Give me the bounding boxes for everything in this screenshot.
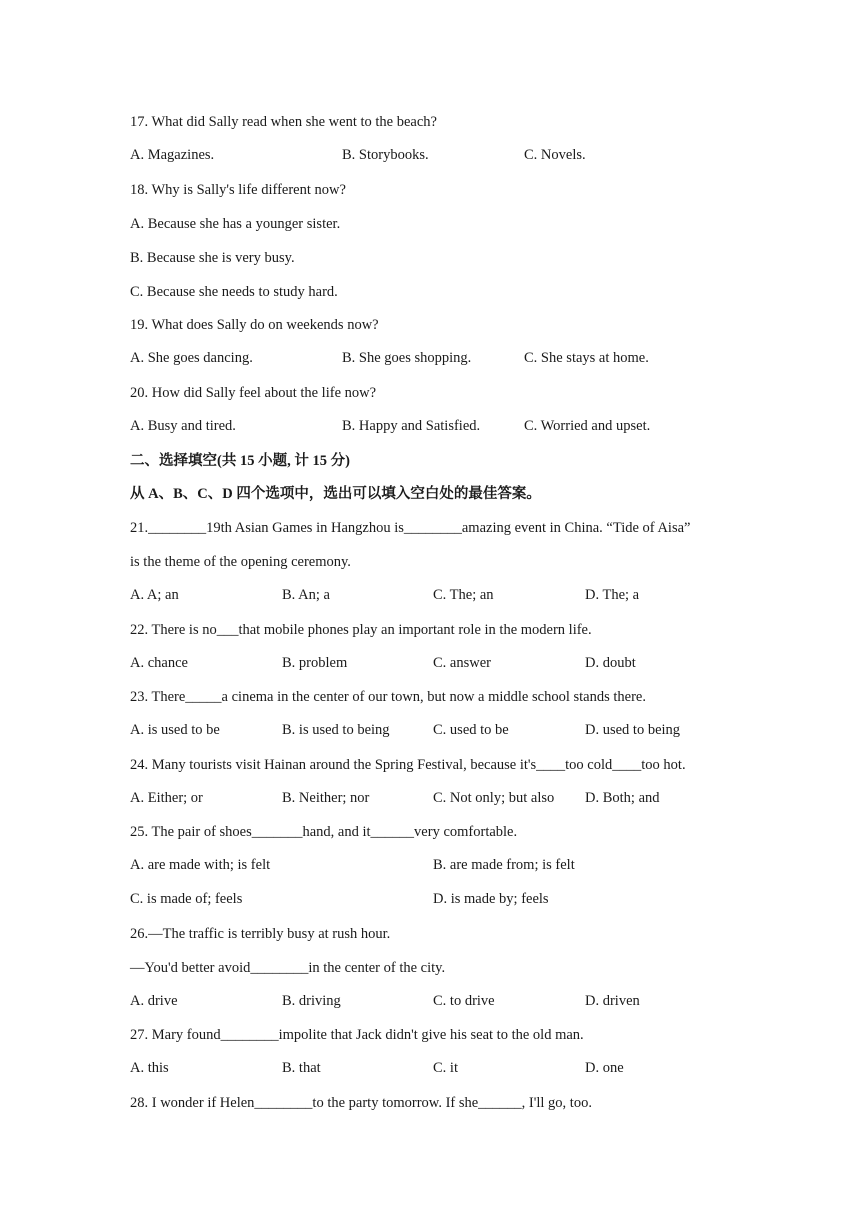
question-27-stem: 27. Mary found________impolite that Jack didn't give his seat to the old man.: [130, 1027, 584, 1043]
question-25-option-a: A. are made with; is felt: [130, 857, 271, 873]
question-23-option-c: C. used to be: [433, 722, 509, 738]
question-26-option-d: D. driven: [585, 993, 640, 1009]
question-27-option-a: A. this: [130, 1060, 169, 1076]
question-17-option-c: C. Novels.: [524, 147, 586, 163]
question-23-option-d: D. used to being: [585, 722, 681, 738]
question-21-option-d: D. The; a: [585, 587, 640, 603]
question-22-option-d: D. doubt: [585, 655, 636, 671]
question-20-option-c: C. Worried and upset.: [524, 418, 651, 434]
question-20-option-a: A. Busy and tired.: [130, 418, 236, 434]
question-17-option-b: B. Storybooks.: [342, 147, 429, 163]
question-19-stem: 19. What does Sally do on weekends now?: [130, 317, 379, 333]
question-19-option-a: A. She goes dancing.: [130, 350, 253, 366]
question-26-stem: 26.—The traffic is terribly busy at rush hour.: [130, 926, 391, 942]
question-21-option-c: C. The; an: [433, 587, 494, 603]
question-21-stem: 21.________19th Asian Games in Hangzhou is________amazing event in China. “Tide of Aisa”: [130, 520, 691, 536]
question-23-stem: 23. There_____a cinema in the center of our town, but now a middle school stands there.: [130, 689, 646, 705]
question-21-option-b: B. An; a: [282, 587, 330, 603]
question-21-option-a: A. A; an: [130, 587, 179, 603]
question-26-stem-continued: —You'd better avoid________in the center of the city.: [130, 960, 446, 976]
question-26-option-c: C. to drive: [433, 993, 495, 1009]
question-17-option-a: A. Magazines.: [130, 147, 215, 163]
question-22-option-a: A. chance: [130, 655, 188, 671]
question-24-option-c: C. Not only; but also: [433, 790, 555, 806]
question-18-option-a: A. Because she has a younger sister.: [130, 216, 341, 232]
question-24-option-b: B. Neither; nor: [282, 790, 370, 806]
question-23-option-b: B. is used to being: [282, 722, 390, 738]
question-24-stem: 24. Many tourists visit Hainan around the Spring Festival, because it's____too cold____too hot.: [130, 757, 686, 773]
question-27-option-d: D. one: [585, 1060, 624, 1076]
question-23-option-a: A. is used to be: [130, 722, 220, 738]
question-18-stem: 18. Why is Sally's life different now?: [130, 182, 346, 198]
question-25-option-d: D. is made by; feels: [433, 891, 549, 907]
question-27-option-b: B. that: [282, 1060, 321, 1076]
question-18-option-c: C. Because she needs to study hard.: [130, 284, 338, 300]
section-instruction: 从 A、B、C、D 四个选项中，选出可以填入空白处的最佳答案。: [130, 486, 541, 502]
question-17-stem: 17. What did Sally read when she went to the beach?: [130, 114, 437, 130]
question-24-option-d: D. Both; and: [585, 790, 660, 806]
question-22-option-c: C. answer: [433, 655, 491, 671]
question-19-option-c: C. She stays at home.: [524, 350, 649, 366]
question-24-option-a: A. Either; or: [130, 790, 203, 806]
question-26-option-b: B. driving: [282, 993, 341, 1009]
question-27-option-c: C. it: [433, 1060, 458, 1076]
question-18-option-b: B. Because she is very busy.: [130, 250, 295, 266]
question-25-option-c: C. is made of; feels: [130, 891, 243, 907]
question-21-stem-continued: is the theme of the opening ceremony.: [130, 554, 351, 570]
question-20-stem: 20. How did Sally feel about the life now?: [130, 385, 377, 401]
question-25-option-b: B. are made from; is felt: [433, 857, 575, 873]
question-19-option-b: B. She goes shopping.: [342, 350, 472, 366]
question-22-option-b: B. problem: [282, 655, 348, 671]
question-22-stem: 22. There is no___that mobile phones play an important role in the modern life.: [130, 622, 592, 638]
question-26-option-a: A. drive: [130, 993, 178, 1009]
question-28-stem: 28. I wonder if Helen________to the party tomorrow. If she______, I'll go, too.: [130, 1095, 592, 1111]
section-title: 二、选择填空(共 15 小题, 计 15 分): [130, 453, 350, 469]
question-20-option-b: B. Happy and Satisfied.: [342, 418, 481, 434]
question-25-stem: 25. The pair of shoes_______hand, and it______very comfortable.: [130, 824, 518, 840]
